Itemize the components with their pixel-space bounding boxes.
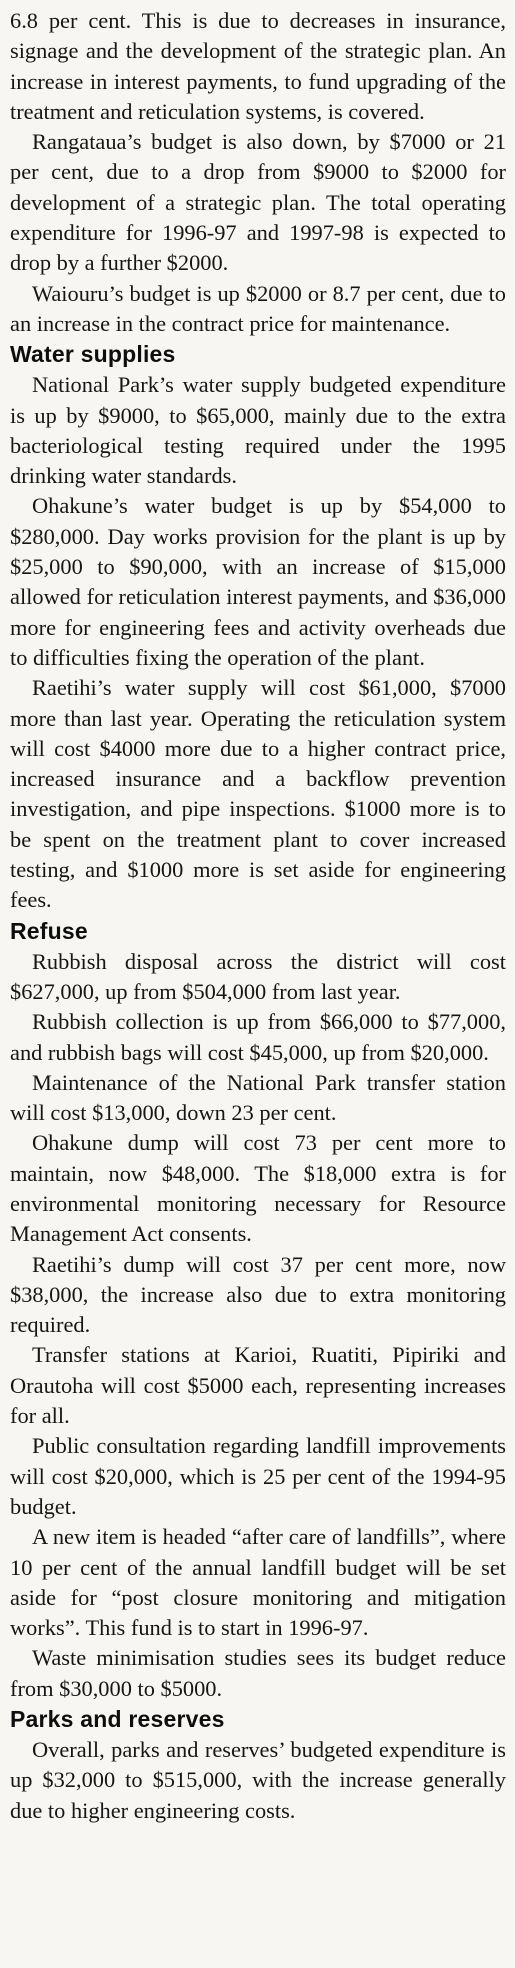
paragraph: Rubbish disposal across the district will cost $627,000, up from $504,000 from last year. <box>10 948 506 1004</box>
paragraph: Rangataua’s budget is also down, by $7000 or 21 per cent, due to a drop from $9000 to $2000 for development of a strategic plan. The total operating expenditure for 1996-97 and 1997-98 is expected to drop by a further $2000. <box>10 129 506 276</box>
paragraph: Raetihi’s water supply will cost $61,000, $7000 more than last year. Operating the reticulation system will cost $4000 more due to a higher contract price, increased insurance and a backflow prevention investigation, and pipe inspections. $1000 more is to be spent on the treatment plant to cover increased testing, and $1000 more is set aside for engineering fees. <box>10 675 506 913</box>
paragraph: Rubbish collection is up from $66,000 to $77,000, and rubbish bags will cost $45,000, up from $20,000. <box>10 1009 506 1065</box>
paragraph: Ohakune dump will cost 73 per cent more to maintain, now $48,000. The $18,000 extra is for environmental monitoring necessary for Resource Management Act consents. <box>10 1130 506 1247</box>
paragraph: Transfer stations at Karioi, Ruatiti, Pipiriki and Orautoha will cost $5000 each, representing increases for all. <box>10 1342 506 1429</box>
section-heading-refuse: Refuse <box>10 917 88 944</box>
paragraph: Ohakune’s water budget is up by $54,000 to $280,000. Day works provision for the plant is up by $25,000 to $90,000, with an increase of $15,000 allowed for reticulation interest payments, and $36,000 more for engineering fees and activity overheads due to difficulties fixing the operation of the plant. <box>10 493 506 670</box>
article-column <box>10 6 506 1826</box>
paragraph: A new item is headed “after care of landfills”, where 10 per cent of the annual landfill budget will be set aside for “post closure monitoring and mitigation works”. This fund is to start in 1996-97. <box>10 1524 506 1641</box>
paragraph: Waiouru’s budget is up $2000 or 8.7 per cent, due to an increase in the contract price for maintenance. <box>10 280 506 336</box>
section-heading-parks-and-reserves: Parks and reserves <box>10 1706 225 1733</box>
paragraph: 6.8 per cent. This is due to decreases in insurance, signage and the development of the strategic plan. An increase in interest payments, to fund upgrading of the treatment and reticulation systems, is covered. <box>10 8 506 124</box>
paragraph: Public consultation regarding landfill improvements will cost $20,000, which is 25 per cent of the 1994-95 budget. <box>10 1433 506 1519</box>
section-heading-water-supplies: Water supplies <box>10 341 176 368</box>
paragraph: Overall, parks and reserves’ budgeted expenditure is up $32,000 to $515,000, with the increase generally due to higher engineering costs. <box>10 1737 506 1823</box>
paragraph: Waste minimisation studies sees its budget reduce from $30,000 to $5000. <box>10 1645 506 1701</box>
paragraph: Maintenance of the National Park transfer station will cost $13,000, down 23 per cent. <box>10 1069 506 1126</box>
paragraph: National Park’s water supply budgeted expenditure is up by $9000, to $65,000, mainly due to the extra bacteriological testing required under the 1995 drinking water standards. <box>10 372 506 489</box>
paragraph: Raetihi’s dump will cost 37 per cent more, now $38,000, the increase also due to extra monitoring required. <box>10 1251 506 1338</box>
